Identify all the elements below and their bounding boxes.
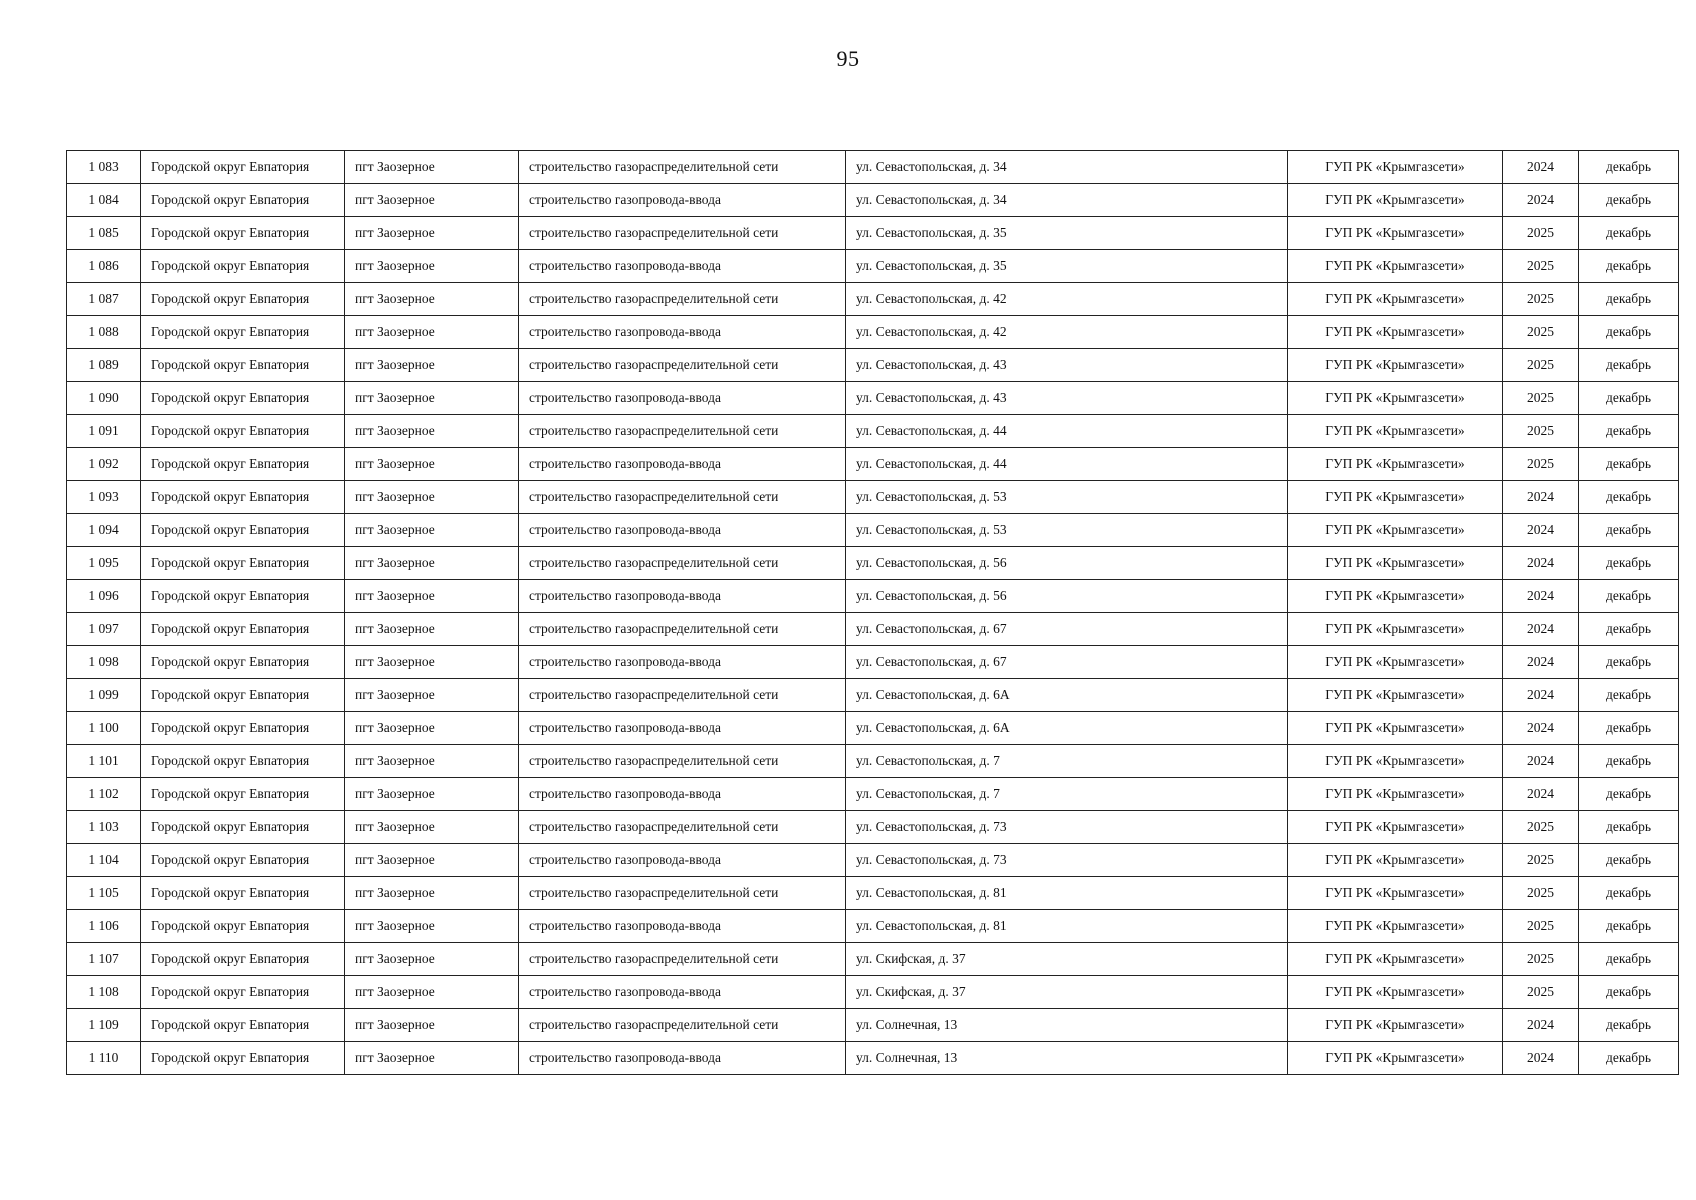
row-number-cell: 1 090 — [67, 382, 141, 415]
address-cell: ул. Севастопольская, д. 44 — [846, 415, 1288, 448]
page-number: 95 — [836, 46, 860, 71]
address-cell: ул. Севастопольская, д. 34 — [846, 184, 1288, 217]
row-number-cell: 1 096 — [67, 580, 141, 613]
settlement-cell: пгт Заозерное — [345, 1009, 519, 1042]
municipality-cell: Городской округ Евпатория — [141, 679, 345, 712]
settlement-cell: пгт Заозерное — [345, 448, 519, 481]
settlement-cell: пгт Заозерное — [345, 976, 519, 1009]
municipality-cell: Городской округ Евпатория — [141, 382, 345, 415]
contractor-cell: ГУП РК «Крымгазсети» — [1288, 349, 1503, 382]
table-row — [67, 745, 1679, 778]
year-cell: 2025 — [1503, 910, 1579, 943]
municipality-cell: Городской округ Евпатория — [141, 184, 345, 217]
year-cell: 2025 — [1503, 811, 1579, 844]
work-type-cell: строительство газопровода-ввода — [519, 514, 846, 547]
municipality-cell: Городской округ Евпатория — [141, 580, 345, 613]
row-number-cell: 1 093 — [67, 481, 141, 514]
year-cell: 2025 — [1503, 943, 1579, 976]
contractor-cell: ГУП РК «Крымгазсети» — [1288, 250, 1503, 283]
settlement-cell: пгт Заозерное — [345, 877, 519, 910]
settlement-cell: пгт Заозерное — [345, 283, 519, 316]
year-cell: 2024 — [1503, 481, 1579, 514]
settlement-cell: пгт Заозерное — [345, 547, 519, 580]
row-number-cell: 1 084 — [67, 184, 141, 217]
month-cell: декабрь — [1579, 415, 1679, 448]
month-cell: декабрь — [1579, 448, 1679, 481]
settlement-cell: пгт Заозерное — [345, 415, 519, 448]
contractor-cell: ГУП РК «Крымгазсети» — [1288, 712, 1503, 745]
table-row — [67, 613, 1679, 646]
municipality-cell: Городской округ Евпатория — [141, 151, 345, 184]
municipality-cell: Городской округ Евпатория — [141, 910, 345, 943]
row-number-cell: 1 086 — [67, 250, 141, 283]
work-type-cell: строительство газопровода-ввода — [519, 646, 846, 679]
year-cell: 2024 — [1503, 712, 1579, 745]
address-cell: ул. Севастопольская, д. 35 — [846, 250, 1288, 283]
address-cell: ул. Севастопольская, д. 6А — [846, 679, 1288, 712]
municipality-cell: Городской округ Евпатория — [141, 976, 345, 1009]
year-cell: 2025 — [1503, 316, 1579, 349]
contractor-cell: ГУП РК «Крымгазсети» — [1288, 943, 1503, 976]
municipality-cell: Городской округ Евпатория — [141, 349, 345, 382]
row-number-cell: 1 109 — [67, 1009, 141, 1042]
municipality-cell: Городской округ Евпатория — [141, 745, 345, 778]
work-type-cell: строительство газопровода-ввода — [519, 184, 846, 217]
contractor-cell: ГУП РК «Крымгазсети» — [1288, 1042, 1503, 1075]
month-cell: декабрь — [1579, 580, 1679, 613]
row-number-cell: 1 101 — [67, 745, 141, 778]
table-row — [67, 217, 1679, 250]
work-type-cell: строительство газораспределительной сети — [519, 679, 846, 712]
year-cell: 2025 — [1503, 976, 1579, 1009]
address-cell: ул. Севастопольская, д. 56 — [846, 580, 1288, 613]
work-type-cell: строительство газопровода-ввода — [519, 778, 846, 811]
settlement-cell: пгт Заозерное — [345, 712, 519, 745]
settlement-cell: пгт Заозерное — [345, 316, 519, 349]
year-cell: 2024 — [1503, 745, 1579, 778]
table-row — [67, 580, 1679, 613]
settlement-cell: пгт Заозерное — [345, 811, 519, 844]
municipality-cell: Городской округ Евпатория — [141, 811, 345, 844]
address-cell: ул. Севастопольская, д. 73 — [846, 811, 1288, 844]
settlement-cell: пгт Заозерное — [345, 250, 519, 283]
contractor-cell: ГУП РК «Крымгазсети» — [1288, 481, 1503, 514]
year-cell: 2025 — [1503, 844, 1579, 877]
contractor-cell: ГУП РК «Крымгазсети» — [1288, 151, 1503, 184]
contractor-cell: ГУП РК «Крымгазсети» — [1288, 910, 1503, 943]
month-cell: декабрь — [1579, 481, 1679, 514]
address-cell: ул. Солнечная, 13 — [846, 1042, 1288, 1075]
address-cell: ул. Севастопольская, д. 42 — [846, 283, 1288, 316]
address-cell: ул. Севастопольская, д. 44 — [846, 448, 1288, 481]
row-number-cell: 1 107 — [67, 943, 141, 976]
settlement-cell: пгт Заозерное — [345, 943, 519, 976]
municipality-cell: Городской округ Евпатория — [141, 712, 345, 745]
municipality-cell: Городской округ Евпатория — [141, 646, 345, 679]
table-row — [67, 877, 1679, 910]
settlement-cell: пгт Заозерное — [345, 910, 519, 943]
month-cell: декабрь — [1579, 679, 1679, 712]
settlement-cell: пгт Заозерное — [345, 481, 519, 514]
month-cell: декабрь — [1579, 151, 1679, 184]
contractor-cell: ГУП РК «Крымгазсети» — [1288, 514, 1503, 547]
municipality-cell: Городской округ Евпатория — [141, 316, 345, 349]
row-number-cell: 1 085 — [67, 217, 141, 250]
row-number-cell: 1 103 — [67, 811, 141, 844]
year-cell: 2025 — [1503, 250, 1579, 283]
year-cell: 2024 — [1503, 1042, 1579, 1075]
year-cell: 2025 — [1503, 382, 1579, 415]
address-cell: ул. Севастопольская, д. 81 — [846, 877, 1288, 910]
table-row — [67, 910, 1679, 943]
year-cell: 2025 — [1503, 415, 1579, 448]
row-number-cell: 1 089 — [67, 349, 141, 382]
municipality-cell: Городской округ Евпатория — [141, 778, 345, 811]
work-type-cell: строительство газораспределительной сети — [519, 613, 846, 646]
contractor-cell: ГУП РК «Крымгазсети» — [1288, 283, 1503, 316]
month-cell: декабрь — [1579, 877, 1679, 910]
work-type-cell: строительство газопровода-ввода — [519, 976, 846, 1009]
month-cell: декабрь — [1579, 778, 1679, 811]
month-cell: декабрь — [1579, 976, 1679, 1009]
municipality-cell: Городской округ Евпатория — [141, 1042, 345, 1075]
table-row — [67, 646, 1679, 679]
address-cell: ул. Севастопольская, д. 43 — [846, 382, 1288, 415]
settlement-cell: пгт Заозерное — [345, 217, 519, 250]
work-type-cell: строительство газораспределительной сети — [519, 745, 846, 778]
municipality-cell: Городской округ Евпатория — [141, 481, 345, 514]
contractor-cell: ГУП РК «Крымгазсети» — [1288, 415, 1503, 448]
month-cell: декабрь — [1579, 1009, 1679, 1042]
settlement-cell: пгт Заозерное — [345, 778, 519, 811]
work-type-cell: строительство газопровода-ввода — [519, 580, 846, 613]
table-row — [67, 448, 1679, 481]
contractor-cell: ГУП РК «Крымгазсети» — [1288, 184, 1503, 217]
table-row — [67, 250, 1679, 283]
contractor-cell: ГУП РК «Крымгазсети» — [1288, 679, 1503, 712]
row-number-cell: 1 083 — [67, 151, 141, 184]
work-type-cell: строительство газораспределительной сети — [519, 877, 846, 910]
contractor-cell: ГУП РК «Крымгазсети» — [1288, 877, 1503, 910]
month-cell: декабрь — [1579, 811, 1679, 844]
table-row — [67, 943, 1679, 976]
year-cell: 2025 — [1503, 877, 1579, 910]
municipality-cell: Городской округ Евпатория — [141, 1009, 345, 1042]
table-row — [67, 976, 1679, 1009]
table-row — [67, 1009, 1679, 1042]
work-type-cell: строительство газопровода-ввода — [519, 250, 846, 283]
address-cell: ул. Скифская, д. 37 — [846, 976, 1288, 1009]
row-number-cell: 1 098 — [67, 646, 141, 679]
table-row — [67, 547, 1679, 580]
municipality-cell: Городской округ Евпатория — [141, 217, 345, 250]
row-number-cell: 1 095 — [67, 547, 141, 580]
row-number-cell: 1 097 — [67, 613, 141, 646]
address-cell: ул. Севастопольская, д. 67 — [846, 613, 1288, 646]
table-row — [67, 1042, 1679, 1075]
row-number-cell: 1 088 — [67, 316, 141, 349]
month-cell: декабрь — [1579, 382, 1679, 415]
work-type-cell: строительство газопровода-ввода — [519, 1042, 846, 1075]
work-type-cell: строительство газораспределительной сети — [519, 349, 846, 382]
address-cell: ул. Севастопольская, д. 34 — [846, 151, 1288, 184]
month-cell: декабрь — [1579, 1042, 1679, 1075]
table-row — [67, 151, 1679, 184]
municipality-cell: Городской округ Евпатория — [141, 250, 345, 283]
month-cell: декабрь — [1579, 217, 1679, 250]
year-cell: 2024 — [1503, 679, 1579, 712]
row-number-cell: 1 087 — [67, 283, 141, 316]
year-cell: 2025 — [1503, 349, 1579, 382]
address-cell: ул. Севастопольская, д. 7 — [846, 745, 1288, 778]
row-number-cell: 1 100 — [67, 712, 141, 745]
address-cell: ул. Севастопольская, д. 81 — [846, 910, 1288, 943]
row-number-cell: 1 106 — [67, 910, 141, 943]
month-cell: декабрь — [1579, 283, 1679, 316]
address-cell: ул. Севастопольская, д. 35 — [846, 217, 1288, 250]
row-number-cell: 1 092 — [67, 448, 141, 481]
settlement-cell: пгт Заозерное — [345, 745, 519, 778]
year-cell: 2025 — [1503, 283, 1579, 316]
contractor-cell: ГУП РК «Крымгазсети» — [1288, 448, 1503, 481]
month-cell: декабрь — [1579, 547, 1679, 580]
year-cell: 2024 — [1503, 151, 1579, 184]
work-type-cell: строительство газораспределительной сети — [519, 547, 846, 580]
row-number-cell: 1 110 — [67, 1042, 141, 1075]
municipality-cell: Городской округ Евпатория — [141, 514, 345, 547]
work-type-cell: строительство газопровода-ввода — [519, 844, 846, 877]
municipality-cell: Городской округ Евпатория — [141, 877, 345, 910]
address-cell: ул. Севастопольская, д. 53 — [846, 514, 1288, 547]
row-number-cell: 1 099 — [67, 679, 141, 712]
address-cell: ул. Севастопольская, д. 43 — [846, 349, 1288, 382]
month-cell: декабрь — [1579, 613, 1679, 646]
contractor-cell: ГУП РК «Крымгазсети» — [1288, 1009, 1503, 1042]
municipality-cell: Городской округ Евпатория — [141, 547, 345, 580]
municipality-cell: Городской округ Евпатория — [141, 415, 345, 448]
month-cell: декабрь — [1579, 943, 1679, 976]
work-type-cell: строительство газопровода-ввода — [519, 712, 846, 745]
address-cell: ул. Севастопольская, д. 67 — [846, 646, 1288, 679]
table-row — [67, 283, 1679, 316]
settlement-cell: пгт Заозерное — [345, 151, 519, 184]
contractor-cell: ГУП РК «Крымгазсети» — [1288, 580, 1503, 613]
year-cell: 2025 — [1503, 217, 1579, 250]
row-number-cell: 1 102 — [67, 778, 141, 811]
table-row — [67, 382, 1679, 415]
table-row — [67, 679, 1679, 712]
table-row — [67, 778, 1679, 811]
table-row — [67, 415, 1679, 448]
address-cell: ул. Солнечная, 13 — [846, 1009, 1288, 1042]
table-row — [67, 811, 1679, 844]
address-cell: ул. Севастопольская, д. 73 — [846, 844, 1288, 877]
table-row — [67, 184, 1679, 217]
contractor-cell: ГУП РК «Крымгазсети» — [1288, 811, 1503, 844]
settlement-cell: пгт Заозерное — [345, 1042, 519, 1075]
year-cell: 2024 — [1503, 646, 1579, 679]
address-cell: ул. Севастопольская, д. 56 — [846, 547, 1288, 580]
work-type-cell: строительство газораспределительной сети — [519, 481, 846, 514]
table-body — [67, 151, 1679, 1075]
work-type-cell: строительство газораспределительной сети — [519, 415, 846, 448]
settlement-cell: пгт Заозерное — [345, 349, 519, 382]
settlement-cell: пгт Заозерное — [345, 580, 519, 613]
settlement-cell: пгт Заозерное — [345, 613, 519, 646]
month-cell: декабрь — [1579, 250, 1679, 283]
month-cell: декабрь — [1579, 910, 1679, 943]
row-number-cell: 1 091 — [67, 415, 141, 448]
contractor-cell: ГУП РК «Крымгазсети» — [1288, 316, 1503, 349]
contractor-cell: ГУП РК «Крымгазсети» — [1288, 646, 1503, 679]
month-cell: декабрь — [1579, 184, 1679, 217]
row-number-cell: 1 094 — [67, 514, 141, 547]
contractor-cell: ГУП РК «Крымгазсети» — [1288, 382, 1503, 415]
year-cell: 2024 — [1503, 514, 1579, 547]
settlement-cell: пгт Заозерное — [345, 679, 519, 712]
table-row — [67, 481, 1679, 514]
row-number-cell: 1 105 — [67, 877, 141, 910]
municipality-cell: Городской округ Евпатория — [141, 283, 345, 316]
contractor-cell: ГУП РК «Крымгазсети» — [1288, 745, 1503, 778]
work-type-cell: строительство газопровода-ввода — [519, 910, 846, 943]
year-cell: 2024 — [1503, 613, 1579, 646]
table-row — [67, 844, 1679, 877]
work-type-cell: строительство газопровода-ввода — [519, 316, 846, 349]
contractor-cell: ГУП РК «Крымгазсети» — [1288, 217, 1503, 250]
contractor-cell: ГУП РК «Крымгазсети» — [1288, 547, 1503, 580]
municipality-cell: Городской округ Евпатория — [141, 943, 345, 976]
address-cell: ул. Скифская, д. 37 — [846, 943, 1288, 976]
month-cell: декабрь — [1579, 316, 1679, 349]
month-cell: декабрь — [1579, 712, 1679, 745]
row-number-cell: 1 108 — [67, 976, 141, 1009]
work-type-cell: строительство газораспределительной сети — [519, 1009, 846, 1042]
work-type-cell: строительство газораспределительной сети — [519, 283, 846, 316]
month-cell: декабрь — [1579, 646, 1679, 679]
year-cell: 2024 — [1503, 580, 1579, 613]
table-row — [67, 514, 1679, 547]
table-row — [67, 712, 1679, 745]
municipality-cell: Городской округ Евпатория — [141, 613, 345, 646]
gasification-table — [66, 150, 1679, 1075]
address-cell: ул. Севастопольская, д. 7 — [846, 778, 1288, 811]
settlement-cell: пгт Заозерное — [345, 844, 519, 877]
contractor-cell: ГУП РК «Крымгазсети» — [1288, 844, 1503, 877]
work-type-cell: строительство газопровода-ввода — [519, 382, 846, 415]
year-cell: 2025 — [1503, 448, 1579, 481]
contractor-cell: ГУП РК «Крымгазсети» — [1288, 976, 1503, 1009]
work-type-cell: строительство газораспределительной сети — [519, 151, 846, 184]
year-cell: 2024 — [1503, 547, 1579, 580]
year-cell: 2024 — [1503, 1009, 1579, 1042]
municipality-cell: Городской округ Евпатория — [141, 844, 345, 877]
month-cell: декабрь — [1579, 514, 1679, 547]
month-cell: декабрь — [1579, 349, 1679, 382]
address-cell: ул. Севастопольская, д. 6А — [846, 712, 1288, 745]
settlement-cell: пгт Заозерное — [345, 646, 519, 679]
municipality-cell: Городской округ Евпатория — [141, 448, 345, 481]
contractor-cell: ГУП РК «Крымгазсети» — [1288, 613, 1503, 646]
row-number-cell: 1 104 — [67, 844, 141, 877]
month-cell: декабрь — [1579, 844, 1679, 877]
settlement-cell: пгт Заозерное — [345, 382, 519, 415]
table-row — [67, 316, 1679, 349]
year-cell: 2024 — [1503, 184, 1579, 217]
work-type-cell: строительство газораспределительной сети — [519, 811, 846, 844]
work-type-cell: строительство газораспределительной сети — [519, 217, 846, 250]
work-type-cell: строительство газораспределительной сети — [519, 943, 846, 976]
contractor-cell: ГУП РК «Крымгазсети» — [1288, 778, 1503, 811]
settlement-cell: пгт Заозерное — [345, 514, 519, 547]
address-cell: ул. Севастопольская, д. 53 — [846, 481, 1288, 514]
year-cell: 2024 — [1503, 778, 1579, 811]
address-cell: ул. Севастопольская, д. 42 — [846, 316, 1288, 349]
settlement-cell: пгт Заозерное — [345, 184, 519, 217]
work-type-cell: строительство газопровода-ввода — [519, 448, 846, 481]
month-cell: декабрь — [1579, 745, 1679, 778]
table-row — [67, 349, 1679, 382]
